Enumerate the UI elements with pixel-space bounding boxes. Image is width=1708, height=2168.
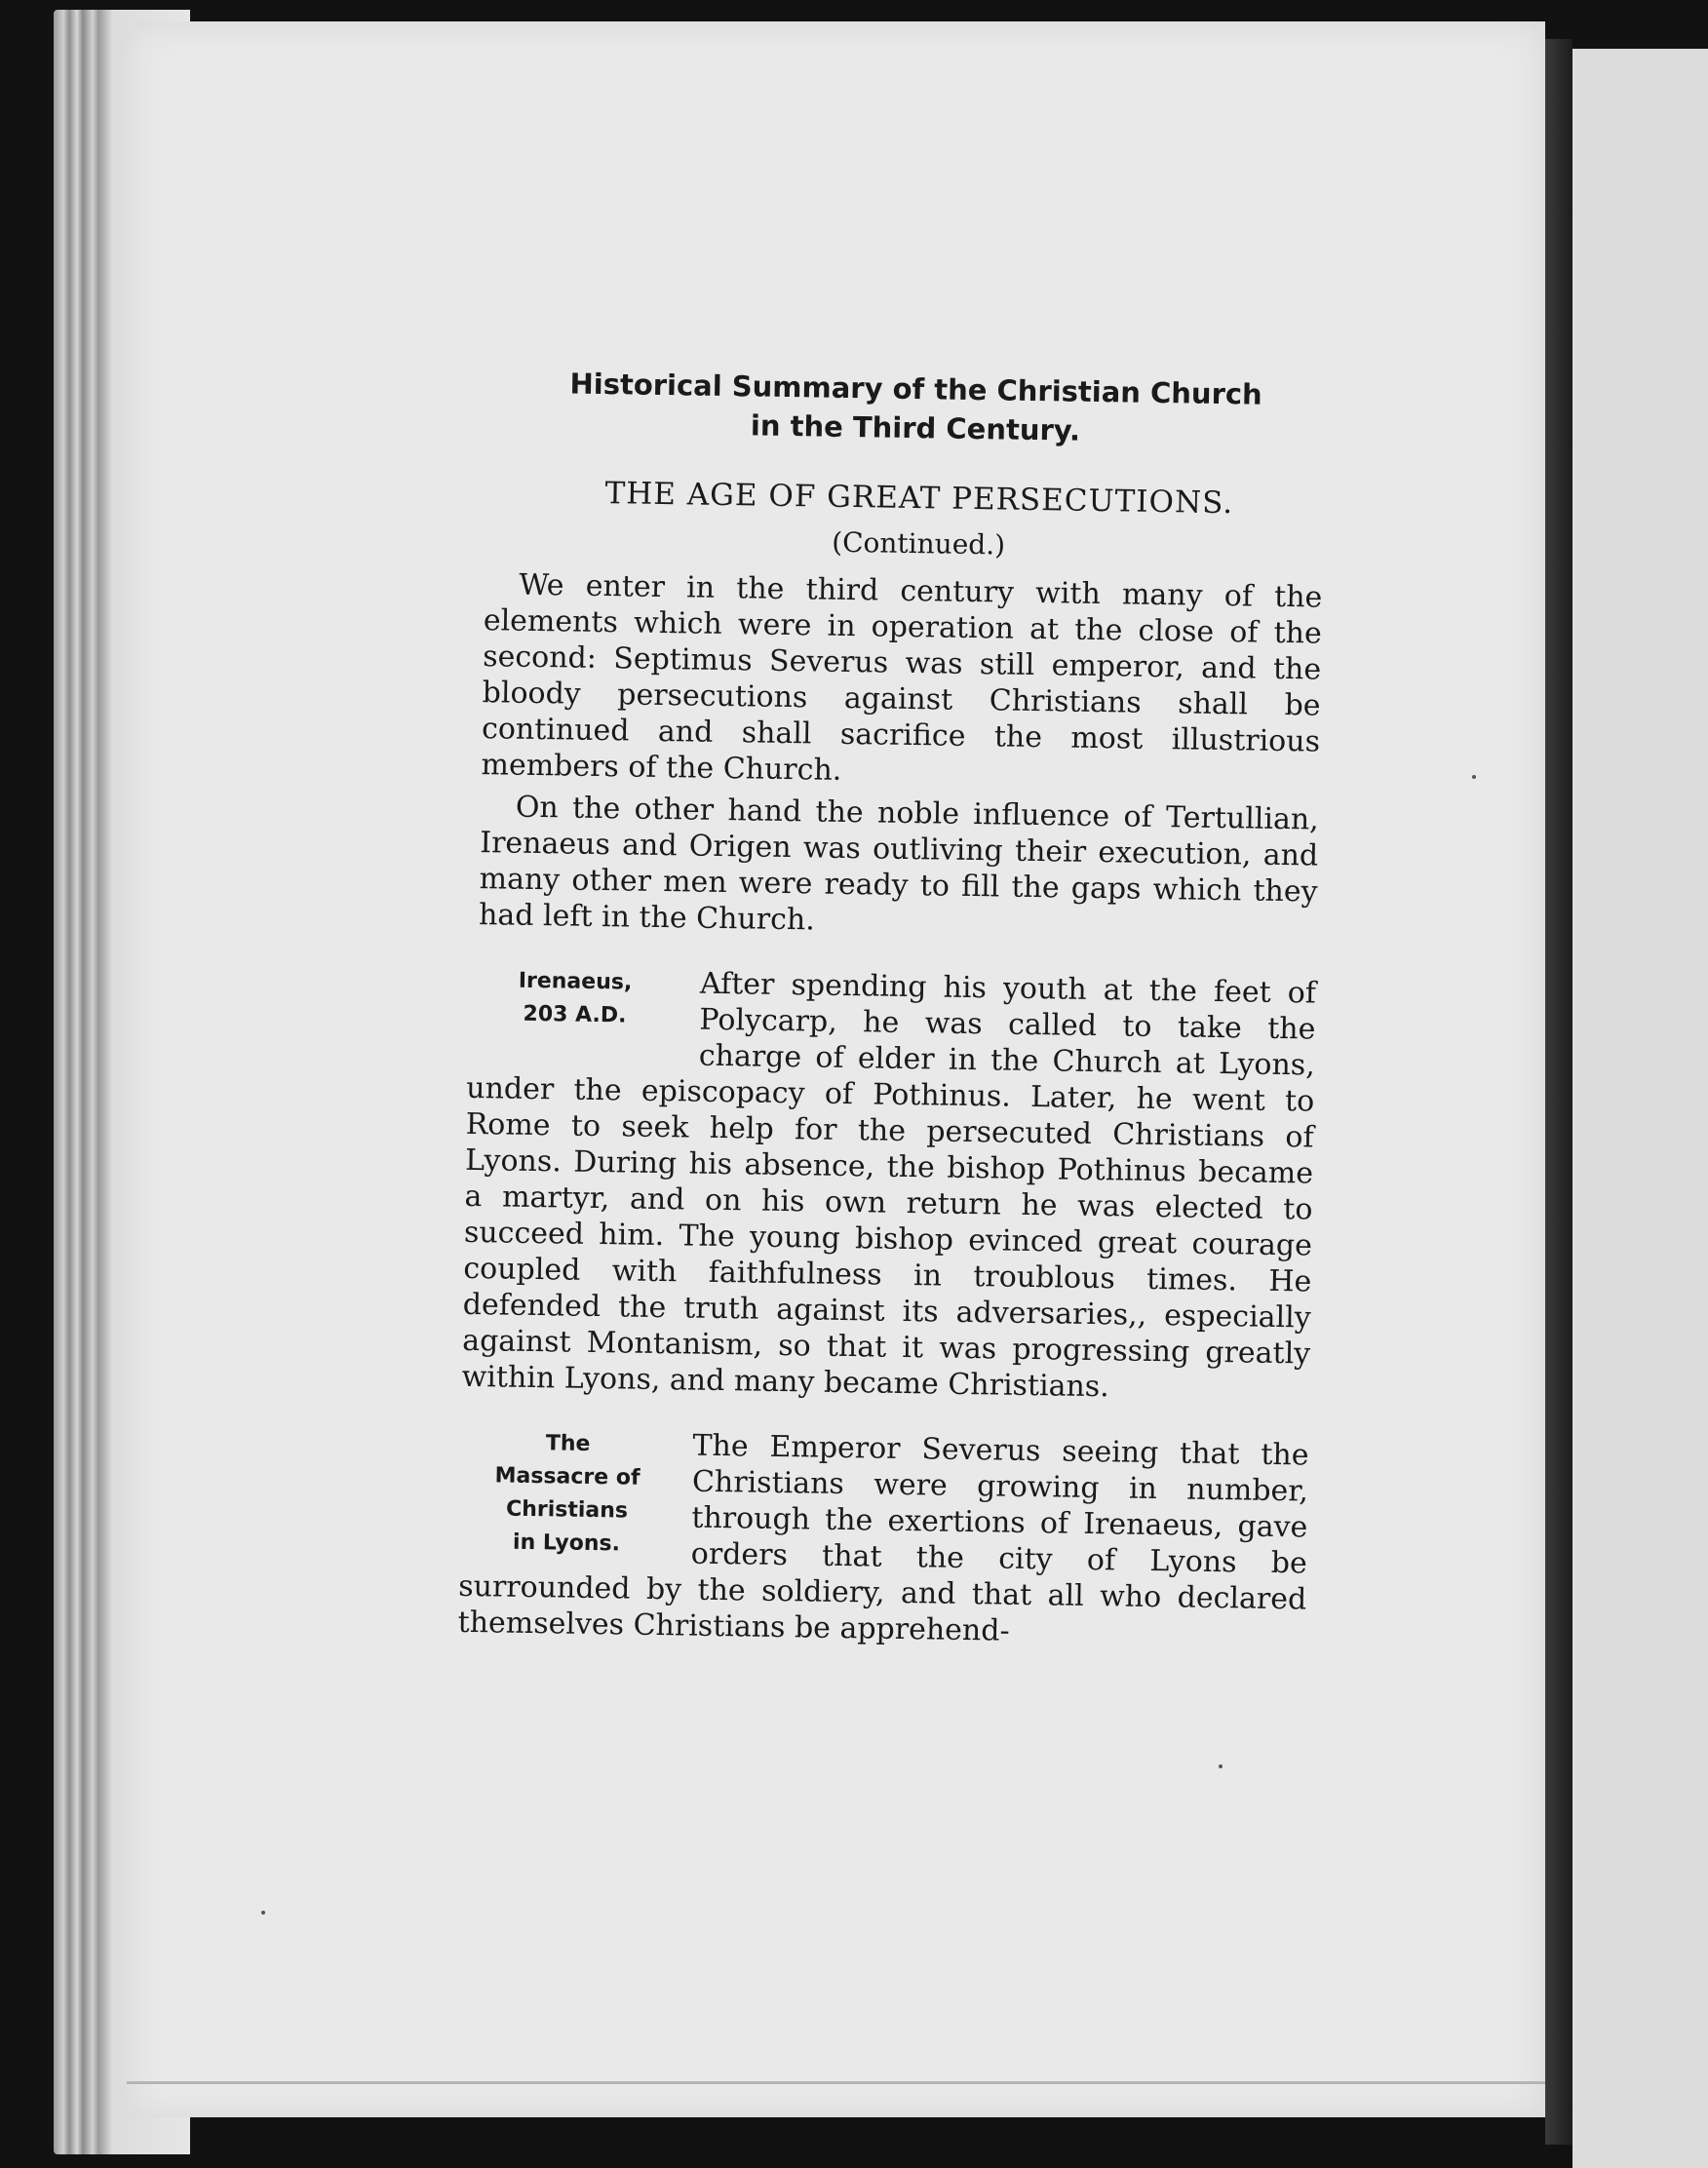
section-text-massacre: The Emperor Severus seeing that the Christians were growing in number, through the exertions of Irenaeus, gave orders that the city of Lyons be surrounded by the soldiery, and that all who declared themselves Christians be apprehend- [457, 1428, 1309, 1648]
continued-note: (Continued.) [831, 525, 1006, 561]
side-heading-line: in Lyons. [512, 1529, 621, 1557]
section-text-irenaeus: After spending his youth at the feet of Polycarp, he was called to take the charge of elder in the Church at Lyons, under the episcopacy of Pothinus. Later, he went to Rome to seek help for the persecuted Christians of Lyons. During his absence, the bishop Pothinus became a martyr, and on his own return he was elected to succeed him. The young bishop evinced great courage coupled with faithfulness in troublous times. He defended the truth against its adversaries,, especially against Montanism, so that it was progressing greatly within Lyons, and many became Christians. [461, 966, 1317, 1405]
side-heading-line: 203 A.D. [523, 1001, 627, 1028]
page-text-block [457, 363, 1326, 1660]
title-line-2: in the Third Century. [750, 408, 1081, 447]
paper-speck [261, 1911, 265, 1915]
page-bottom-edge [127, 2081, 1545, 2084]
section-irenaeus [461, 962, 1316, 1409]
side-heading-line: Christians [505, 1496, 629, 1524]
side-heading-massacre [459, 1426, 676, 1562]
facing-page [1572, 49, 1708, 2168]
title-line-1: Historical Summary of the Christian Church [569, 367, 1263, 411]
section-massacre [457, 1424, 1308, 1654]
chapter-heading: THE AGE OF GREAT PERSECUTIONS. [604, 476, 1234, 522]
paper-speck [1472, 775, 1476, 779]
book-gutter [1545, 39, 1572, 2145]
side-heading-line: The [545, 1431, 591, 1456]
page-title [506, 363, 1326, 453]
side-heading-irenaeus [467, 964, 682, 1033]
side-heading-line: Irenaeus, [518, 968, 633, 995]
body-paragraph-1: We enter in the third century with many of the elements which were in operation at the close of the second: Septimus Severus was still emperor, and the bloody persecutions against Christians shall be continued and shall sacrifice the most illustrious members of the Church. [481, 567, 1323, 788]
side-heading-line: Massacre of [494, 1463, 640, 1490]
paper-speck [1219, 1764, 1223, 1768]
body-paragraph-2: On the other hand the noble influence of Tertullian, Irenaeus and Origen was outliving their execution, and many other men were ready to fill the gaps which they had left in the Church. [478, 790, 1320, 938]
